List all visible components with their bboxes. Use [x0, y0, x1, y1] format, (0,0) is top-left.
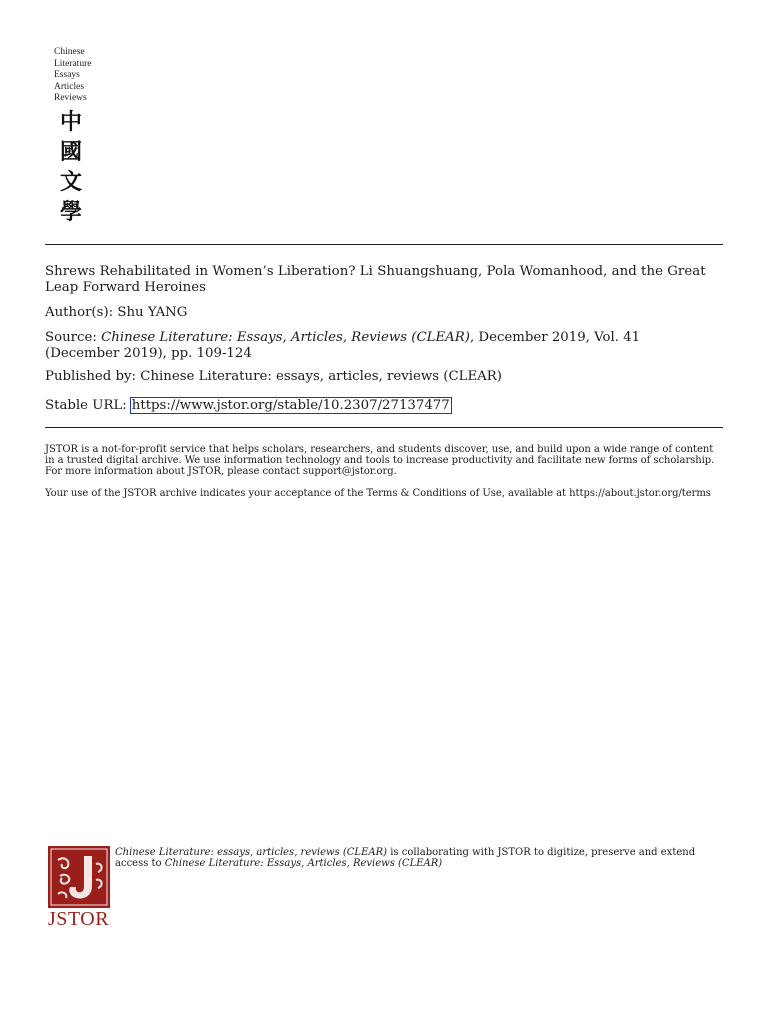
source-details: , December 2019, Vol. 41: [469, 330, 641, 345]
published-label: Published by:: [45, 369, 137, 384]
logo-word: Reviews: [54, 93, 87, 104]
jstor-about-notice: JSTOR is a not-for-profit service that helps scholars, researchers, and students discover, use, and build upon a wide range of content in a trusted digital archive. We use information technology and tools to increase productivity and facilitate new forms of scholarship. For more information about JSTOR, please contact support@jstor.org.: [45, 444, 715, 478]
logo-character: 國: [59, 140, 82, 165]
collaboration-notice: [115, 847, 715, 869]
stable-url-line: [45, 398, 452, 414]
collab-text: is collaborating with JSTOR to digitize, preserve and extend access to: [115, 847, 696, 870]
logo-character: 文: [59, 170, 82, 195]
stable-url-link[interactable]: https://www.jstor.org/stable/10.2307/27137477: [131, 398, 450, 413]
logo-word: Essays: [54, 70, 80, 81]
authors-label: Author(s):: [45, 305, 114, 320]
source-line: [45, 330, 640, 346]
logo-word: Literature: [54, 58, 92, 69]
logo-word: Chinese: [54, 47, 85, 57]
collab-publisher: Chinese Literature: essays, articles, reviews (CLEAR): [115, 847, 388, 858]
jstor-wordmark: JSTOR: [48, 908, 110, 930]
publisher-line: [45, 369, 502, 385]
logo-character: 學: [59, 200, 82, 225]
source-journal: Chinese Literature: Essays, Articles, Reviews (CLEAR): [101, 330, 470, 345]
publisher-value: Chinese Literature: essays, articles, reviews (CLEAR): [140, 369, 502, 384]
source-line-2: (December 2019), pp. 109-124: [45, 346, 252, 361]
bottom-divider: [45, 427, 723, 428]
logo-character: 中: [59, 110, 82, 135]
logo-word: Articles: [54, 81, 85, 92]
top-divider: [45, 244, 723, 245]
collab-journal: Chinese Literature: Essays, Articles, Reviews (CLEAR): [164, 858, 443, 870]
authors-value: Shu YANG: [117, 305, 188, 320]
journal-logo-characters: [58, 108, 84, 228]
article-title: Shrews Rehabilitated in Women’s Liberation? Li Shuangshuang, Pola Womanhood, and the Great Leap Forward Heroines: [45, 264, 706, 295]
authors-line: [45, 305, 187, 321]
terms-notice: Your use of the JSTOR archive indicates your acceptance of the Terms & Conditions of Use, available at https://about.jstor.org/terms: [45, 488, 711, 499]
jstor-logo-icon: [48, 846, 110, 908]
stable-url-label: Stable URL:: [45, 398, 127, 413]
journal-logo-words: [54, 47, 91, 105]
source-label: Source:: [45, 330, 97, 345]
